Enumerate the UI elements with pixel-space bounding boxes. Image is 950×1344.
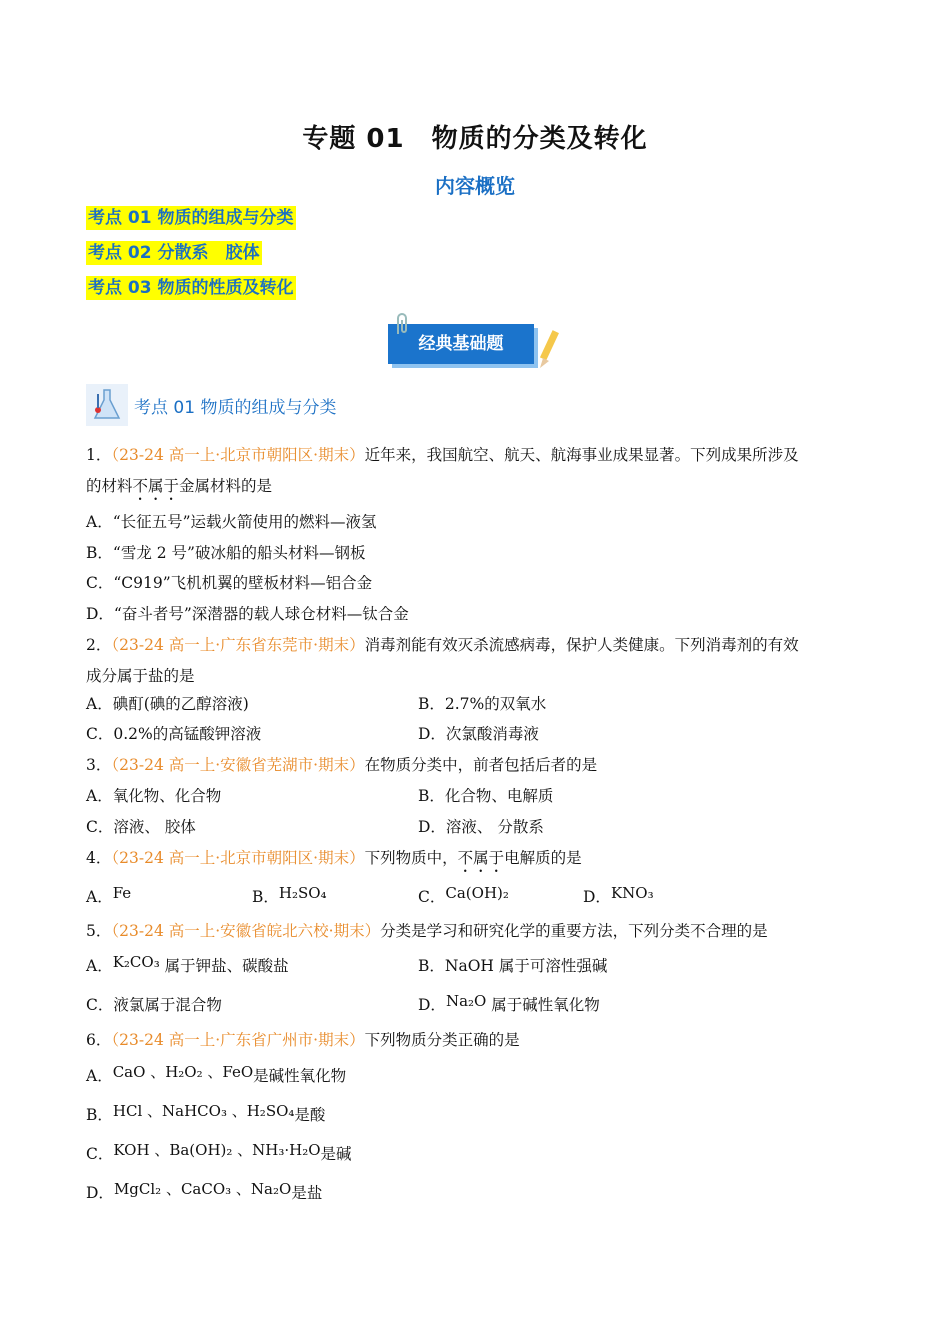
question-number: 6．	[86, 1031, 112, 1049]
option-label: B．	[252, 888, 279, 906]
question-source: （23-24 高一上·北京市朝阳区·期末）	[111, 849, 365, 867]
question-number: 4．	[86, 849, 112, 867]
option-label: A．	[86, 888, 113, 906]
question-source: （23-24 高一上·北京市朝阳区·期末）	[111, 446, 365, 464]
option-b	[86, 1103, 325, 1127]
option-text: 是盐	[291, 1184, 323, 1202]
flask-icon	[86, 384, 128, 426]
option-text: 是酸	[294, 1106, 326, 1124]
section-header	[86, 384, 336, 426]
question-4	[86, 846, 582, 876]
question-number: 1．	[86, 446, 112, 464]
option-formula: KNO₃	[610, 884, 654, 902]
option-b	[252, 885, 327, 909]
question-text: 分类是学习和研究化学的重要方法，下列分类不合理的是	[380, 922, 768, 940]
question-text: 金属材料的是	[179, 477, 273, 495]
option-label: C．	[86, 1145, 114, 1163]
option-text: 属于钾盐、碳酸盐	[164, 957, 289, 975]
option-label: D．	[583, 888, 611, 906]
question-text: 下列物质中，	[364, 849, 458, 867]
option-d: D．次氯酸消毒液	[418, 725, 539, 743]
option-b: B．2.7%的双氧水	[418, 695, 547, 713]
option-c: C．“C919”飞机机翼的壁板材料—铝合金	[86, 574, 373, 592]
question-text: 成分属于盐的是	[86, 667, 195, 685]
option-formula: Fe	[112, 884, 132, 902]
question-source: （23-24 高一上·安徽省芜湖市·期末）	[111, 756, 365, 774]
option-label: D．	[418, 996, 446, 1014]
question-number: 2．	[86, 636, 112, 654]
option-label: A．	[86, 1067, 113, 1085]
option-a: A．“长征五号”运载火箭使用的燃料—液氢	[86, 513, 377, 531]
option-label: A．	[86, 957, 113, 975]
option-b: B．化合物、电解质	[418, 787, 554, 805]
option-label: D．	[86, 1184, 114, 1202]
option-formula: H₂SO₄	[278, 884, 327, 902]
emphasis-text: 不属于	[132, 477, 180, 495]
section-title: 考点 01 物质的组成与分类	[134, 397, 337, 418]
question-6	[86, 1028, 520, 1052]
question-source: （23-24 高一上·广东省广州市·期末）	[111, 1031, 365, 1049]
option-formula: K₂CO₃	[112, 953, 160, 971]
option-d	[418, 993, 600, 1017]
option-formula: Na₂O	[445, 992, 487, 1010]
question-1	[86, 440, 866, 504]
option-text: 属于可溶性强碱	[498, 957, 608, 975]
option-d: D．溶液、 分散系	[418, 818, 544, 836]
option-a	[86, 885, 131, 909]
option-formula: CaO 、H₂O₂ 、FeO	[112, 1063, 254, 1081]
classic-basics-banner	[388, 318, 534, 362]
question-source: （23-24 高一上·安徽省皖北六校·期末）	[111, 922, 381, 940]
question-text: 电解质的是	[504, 849, 582, 867]
option-a: A．氧化物、化合物	[86, 787, 222, 805]
option-b: B．“雪龙 2 号”破冰船的船头材料—钢板	[86, 544, 366, 562]
option-text: 属于碱性氧化物	[491, 996, 600, 1014]
option-a	[86, 954, 289, 978]
overview-heading: 内容概览	[435, 174, 515, 198]
question-2	[86, 630, 866, 692]
question-text: 消毒剂能有效灭杀流感病毒，保护人类健康。下列消毒剂的有效	[364, 636, 799, 654]
option-label: B．	[418, 957, 445, 975]
option-formula: HCl 、NaHCO₃ 、H₂SO₄	[112, 1102, 295, 1120]
option-c: C．0.2%的高锰酸钾溶液	[86, 725, 262, 743]
option-c: C．溶液、 胶体	[86, 818, 196, 836]
question-text: 在物质分类中，前者包括后者的是	[364, 756, 598, 774]
option-b	[418, 954, 607, 978]
question-text: 下列物质分类正确的是	[364, 1031, 520, 1049]
question-source: （23-24 高一上·广东省东莞市·期末）	[111, 636, 365, 654]
option-formula: NaOH	[444, 957, 494, 975]
option-d: D．“奋斗者号”深潜器的载人球仓材料—钛合金	[86, 605, 409, 623]
paperclip-icon	[392, 312, 412, 336]
option-label: C．	[418, 888, 446, 906]
banner-label: 经典基础题	[418, 334, 504, 354]
keypoint-link-02[interactable]: 考点 02 分散系 胶体	[88, 243, 260, 263]
option-a: A．碘酊(碘的乙醇溶液)	[86, 695, 249, 713]
option-a	[86, 1064, 346, 1088]
question-5	[86, 919, 768, 943]
option-c	[86, 1142, 352, 1166]
keypoint-link-03[interactable]: 考点 03 物质的性质及转化	[88, 278, 294, 298]
option-label: B．	[86, 1106, 113, 1124]
page-title: 专题 01 物质的分类及转化	[302, 124, 648, 154]
pencil-icon	[536, 328, 562, 372]
option-formula: Ca(OH)₂	[445, 884, 509, 902]
option-c: C．液氯属于混合物	[86, 996, 222, 1014]
keypoint-link-01[interactable]: 考点 01 物质的组成与分类	[88, 208, 294, 228]
option-d	[583, 885, 654, 909]
option-formula: KOH 、Ba(OH)₂ 、NH₃·H₂O	[113, 1141, 321, 1159]
option-c	[418, 885, 509, 909]
option-text: 是碱	[320, 1145, 352, 1163]
question-text: 的材料	[86, 477, 133, 495]
question-3	[86, 753, 597, 777]
option-text: 是碱性氧化物	[253, 1067, 347, 1085]
option-formula: MgCl₂ 、CaCO₃ 、Na₂O	[113, 1180, 292, 1198]
option-d	[86, 1181, 322, 1205]
question-number: 5．	[86, 922, 112, 940]
question-number: 3．	[86, 756, 112, 774]
question-text: 近年来，我国航空、航天、航海事业成果显著。下列成果所涉及	[364, 446, 799, 464]
emphasis-text: 不属于	[457, 849, 505, 867]
